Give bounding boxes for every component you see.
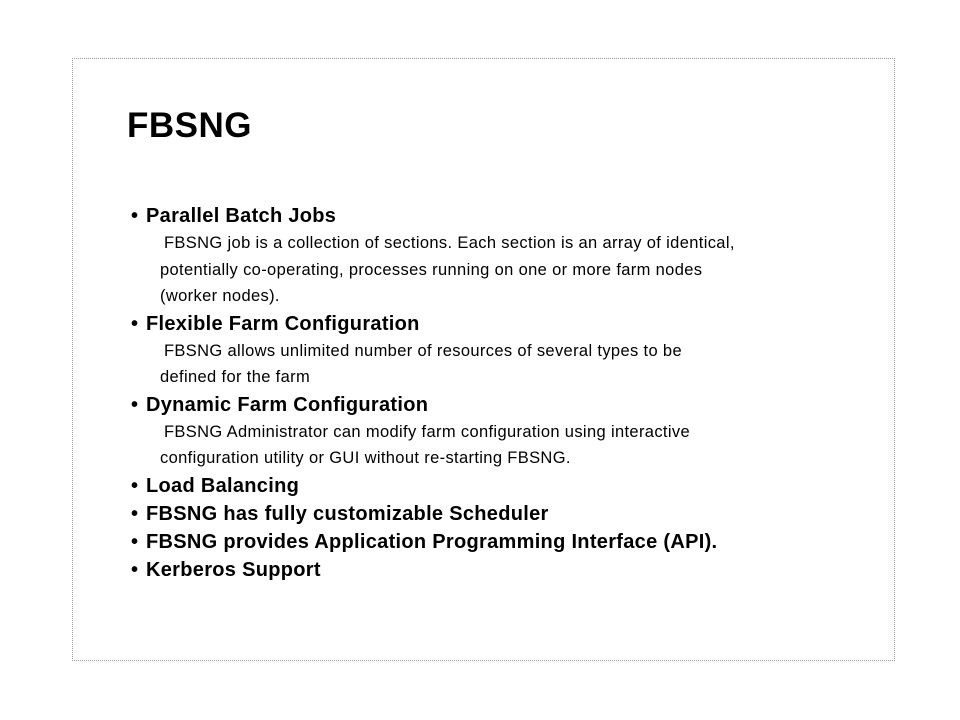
bullet-heading-text: Kerberos Support bbox=[146, 558, 321, 581]
bullet-heading-text: Dynamic Farm Configuration bbox=[146, 393, 429, 416]
description-line bbox=[160, 230, 871, 257]
bullet-dot: • bbox=[131, 393, 139, 416]
description-line bbox=[160, 338, 871, 365]
bullet-dot: • bbox=[131, 474, 139, 497]
bullet-item-api bbox=[131, 528, 871, 556]
description-line: configuration utility or GUI without re-starting FBSNG. bbox=[160, 449, 571, 467]
bullet-dot: • bbox=[131, 312, 139, 335]
bullet-list bbox=[131, 202, 871, 584]
bullet-heading-text: FBSNG provides Application Programming Interface (API). bbox=[146, 530, 718, 553]
description-text: FBSNG job is a collection of sections. Each section is an array of identical, bbox=[164, 234, 735, 252]
bullet-dot: • bbox=[131, 558, 139, 581]
bullet-dot: • bbox=[131, 502, 139, 525]
bullet-item-parallel-batch-jobs bbox=[131, 202, 871, 230]
slide-title: FBSNG bbox=[127, 106, 252, 145]
description-text: FBSNG allows unlimited number of resources of several types to be bbox=[164, 341, 682, 360]
bullet-description bbox=[160, 338, 871, 391]
bullet-item-dynamic-farm-configuration bbox=[131, 391, 871, 419]
bullet-heading-text: Parallel Batch Jobs bbox=[146, 205, 337, 227]
bullet-item-kerberos-support bbox=[131, 556, 871, 584]
description-line: defined for the farm bbox=[160, 368, 311, 386]
bullet-description bbox=[160, 230, 871, 310]
description-line bbox=[160, 419, 871, 446]
bullet-dot: • bbox=[131, 530, 139, 553]
bullet-description bbox=[160, 419, 871, 472]
bullet-heading-text: Flexible Farm Configuration bbox=[146, 312, 420, 335]
bullet-heading-text: FBSNG has fully customizable Scheduler bbox=[146, 502, 549, 525]
bullet-item-flexible-farm-configuration bbox=[131, 310, 871, 338]
description-line: potentially co-operating, processes running on one or more farm nodes bbox=[160, 260, 703, 279]
bullet-dot: • bbox=[131, 205, 139, 227]
bullet-heading-text: Load Balancing bbox=[146, 474, 300, 497]
bullet-item-scheduler bbox=[131, 500, 871, 528]
bullet-item-load-balancing bbox=[131, 472, 871, 500]
description-line: (worker nodes). bbox=[160, 287, 280, 305]
description-text: FBSNG Administrator can modify farm configuration using interactive bbox=[164, 422, 690, 441]
